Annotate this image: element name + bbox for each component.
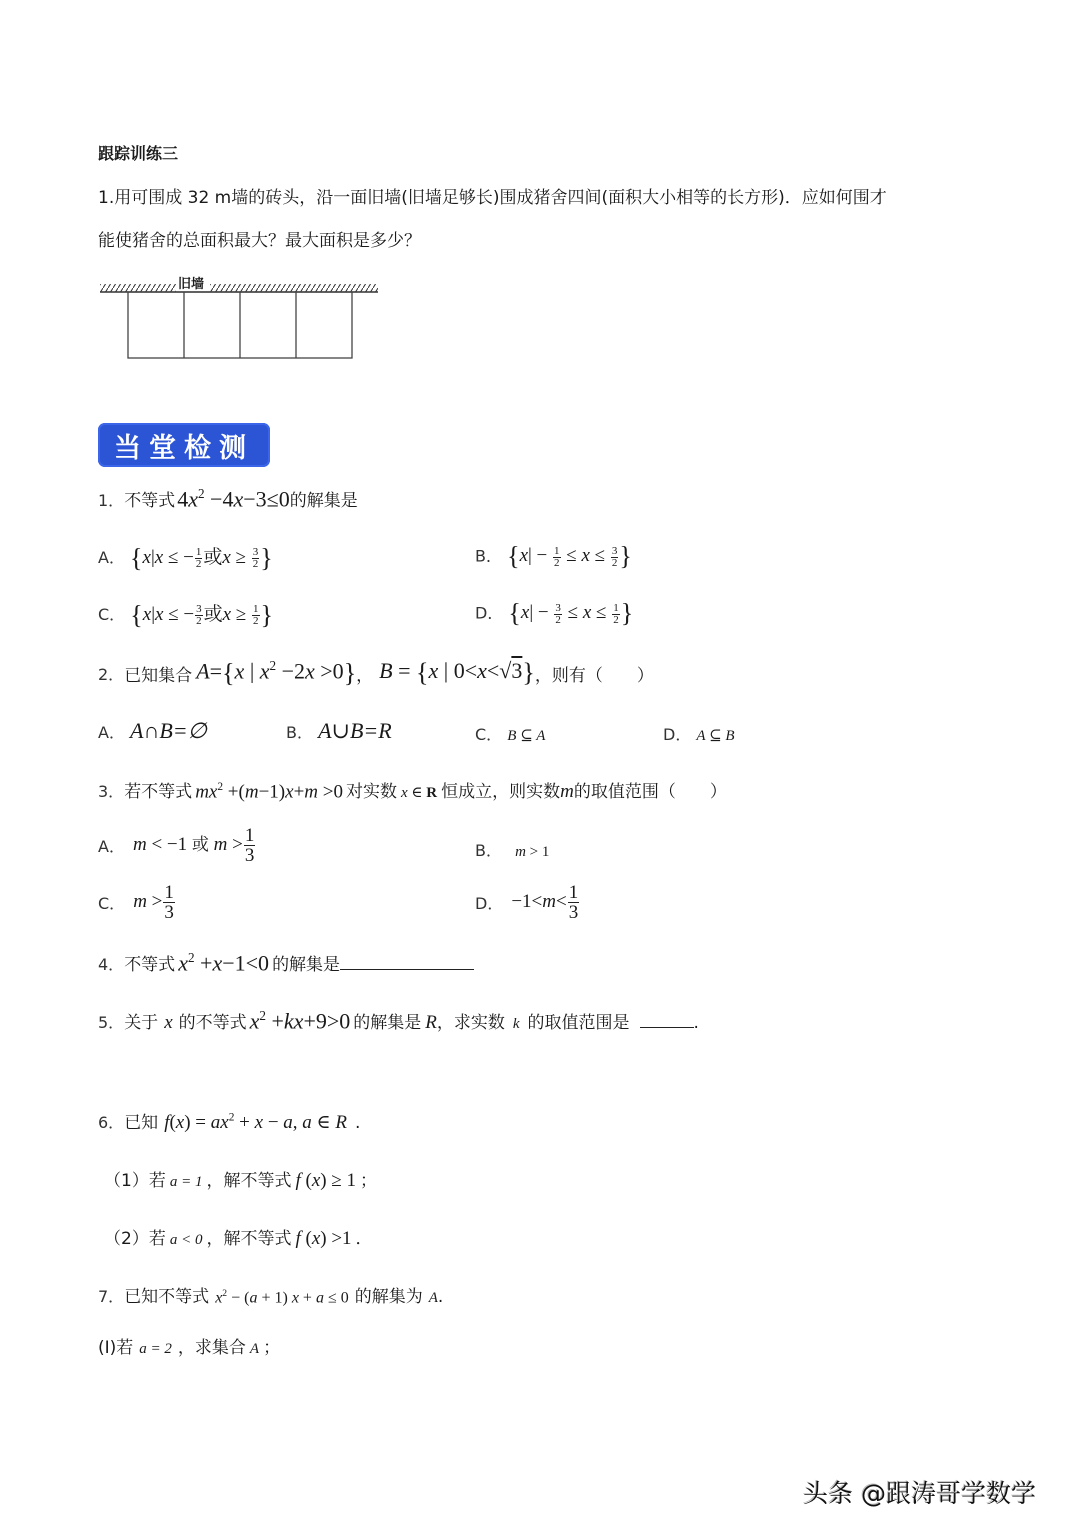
check-question-7: 7． 已知不等式 $x^2 - (a + 1) x + a \le 0$ 的解集为 A . [98, 1287, 444, 1307]
q7-part-1: (Ⅰ)若 a = 2 ，求集合 A ； [98, 1338, 281, 1358]
old-wall-label: 旧墙 [178, 277, 205, 292]
q4-expression: $x^2 +x-1<0$ [178, 950, 270, 976]
q2-option-d[interactable]: D． A ⊆ B [663, 725, 735, 744]
q3-option-c[interactable]: C． m > $\frac{1}{3}$ [98, 882, 174, 923]
q2-option-b[interactable]: B． A∪B=R [286, 718, 392, 743]
q3-option-b[interactable]: B． m > 1 [475, 841, 550, 860]
badge-label: 当堂检测 [114, 432, 254, 464]
check-question-4: 4． 不等式 $x^2 +x-1<0$ 的解集是 [98, 950, 474, 976]
q3-option-c-math: m > $\frac{1}{3}$ [133, 882, 174, 923]
pigpen-diagram-svg [98, 272, 380, 364]
q1-option-c-math: {x|x ≤ − $\frac{3}{2}$ 或x ≥ $\frac{1}{2}$ } [130, 600, 273, 630]
q3-expression: $mx^2 +(m-1)x+m >0$ [195, 780, 343, 802]
q3-option-a[interactable]: A． m < −1 或 m > $\frac{1}{3}$ [98, 825, 255, 866]
section-badge-class-check [98, 423, 270, 467]
q2-set-b: B = {x | 0<x<√3} [379, 658, 535, 688]
check-question-6: 6． 已知 $f(x) = ax^2 + x - a$, a ∈ R . [98, 1111, 361, 1133]
q6-part-1-ineq: f (x) ≥ 1 [295, 1170, 357, 1191]
q3-option-a-math: m < −1 或 m > $\frac{1}{3}$ [132, 825, 255, 866]
watermark: 头条 @跟涛哥学数学 [803, 1479, 1036, 1508]
q1-option-c[interactable]: C． {x|x ≤ − $\frac{3}{2}$ 或x ≥ $\frac{1}{2}$ } [98, 600, 273, 630]
q1-option-b-math: {x| − $\frac{1}{2}$ ≤ x ≤ $\frac{3}{2}$ } [507, 542, 632, 571]
q3-condition: x ∈ R [400, 785, 438, 801]
question-1-line-2: 能使猪舍的总面积最大？最大面积是多少？ [98, 231, 421, 251]
q1-option-d-math: {x| − $\frac{3}{2}$ ≤ x ≤ $\frac{1}{2}$ } [508, 599, 634, 628]
q6-expression: $f(x) = ax^2 + x - a$, a ∈ R [164, 1111, 347, 1133]
check-question-5: 5． 关于 x 的不等式 $x^2 +kx+9>0$ 的解集是 R ，求实数 k 的取值范围是 . [98, 1008, 699, 1034]
q6-part-2: （2）若 a < 0 ，解不等式 f (x) >1 ． [104, 1228, 373, 1249]
check-question-1: 1． 不等式 $4x^2 -4x-3\le 0$ 的解集是 [98, 486, 358, 512]
q1-option-a[interactable]: A． {x|x ≤ − $\frac{1}{2}$ 或x ≥ $\frac{3}{2}$ } [98, 543, 273, 573]
q7-expression: $x^2 - (a + 1) x + a \le 0$ [215, 1287, 349, 1306]
q2-set-a: A={x | $x^2 -2x >0$} [196, 658, 357, 688]
check-question-2: 2． 已知集合 A={x | $x^2 -2x >0$} ， B = {x | 0<x<√3} ，则有（ ） [98, 658, 654, 688]
q4-answer-blank[interactable] [340, 969, 474, 970]
q1-option-b[interactable]: B． {x| − $\frac{1}{2}$ ≤ x ≤ $\frac{3}{2}$ } [475, 542, 632, 571]
question-1-line-1: 1.用可围成 32 m墙的砖头，沿一面旧墙(旧墙足够长)围成猪舍四间(面积大小相等的长方形)．应如何围才 [98, 188, 887, 208]
q1-expression: $4x^2 -4x-3\le 0$ [177, 486, 290, 512]
q6-part-1: （1）若 a = 1 ，解不等式 f (x) ≥ 1 ； [104, 1170, 378, 1191]
q2-option-a[interactable]: A． A∩B=∅ [98, 718, 207, 743]
q5-answer-blank[interactable] [640, 1027, 694, 1028]
q3-option-b-math: m > 1 [515, 844, 550, 860]
q5-expression: $x^2 +kx+9>0$ [249, 1008, 351, 1034]
pigpen-diagram [98, 272, 380, 364]
q1-option-a-math: {x|x ≤ − $\frac{1}{2}$ 或x ≥ $\frac{3}{2}$ } [130, 543, 273, 573]
check-question-3: 3． 若不等式 $mx^2 +(m-1)x+m >0$ 对实数 x ∈ R 恒成立，则实数 m 的取值范围（ ） [98, 780, 727, 802]
q1-option-d[interactable]: D． {x| − $\frac{3}{2}$ ≤ x ≤ $\frac{1}{2}$ } [475, 599, 634, 628]
section-title-tracking: 跟踪训练三 [98, 144, 179, 163]
q3-option-d-math: −1<m< $\frac{1}{3}$ [511, 882, 579, 923]
q2-option-c[interactable]: C． B ⊆ A [475, 725, 546, 744]
q6-part-2-ineq: f (x) >1 [295, 1228, 352, 1249]
q3-option-d[interactable]: D． −1<m< $\frac{1}{3}$ [475, 882, 579, 923]
